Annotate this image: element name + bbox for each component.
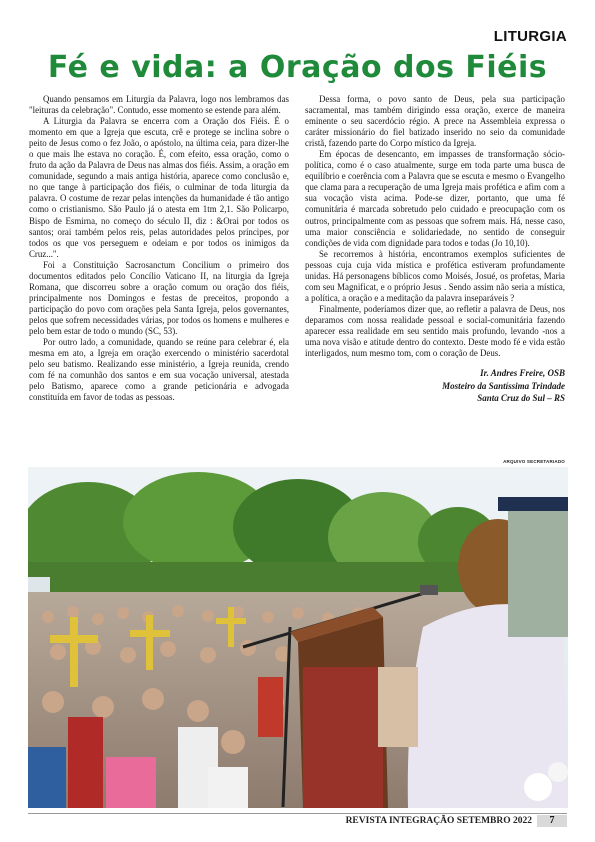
author-affiliation: Mosteiro da Santíssima Trindade — [442, 380, 565, 391]
paragraph: Quando pensamos em Liturgia da Palavra, logo nos lembramos das "leituras da celebração". Contudo, esse momento se estende para além. — [29, 94, 289, 116]
paragraph: Foi a Constituição Sacrosanctum Concilium o primeiro dos documentos editados pelo Concílio Vaticano II, na liturgia da Igreja Romana, que discorreu sobre a oração comum ou oração dos fiéis, principalmente nos Domingos e festas de preceitos, propondo a participação do povo com orações pela Santa Igreja, pelos governantes, pelos que sofrem necessidades várias, por todos os homens e mulheres e pelo bem estar de todo o mundo (SC, 53). — [29, 259, 289, 336]
event-photo — [28, 467, 568, 808]
paragraph: Dessa forma, o povo santo de Deus, pela sua participação sacramental, mas também dirigindo essa oração, exerce de maneira eminente o seu sacerdócio régio. A prece na Assembleia expressa o caráter missionário do fiel batizado inserido no seio da comunidade cristã, fazendo parte do Corpo místico da Igreja. — [305, 94, 565, 149]
paragraph: Em épocas de desencanto, em impasses de transformação sócio-política, como é o caso atualmente, surge em toda parte uma busca de equilíbrio e coerência com a Palavra que se escuta e mesmo o Evangelho que clama para a recuperação de uma Igreja mais profética e afim com a sua vocação vista acima. Pode-se dizer, portanto, que uma fé comunitária é marcada sobretudo pelo cuidado e preocupação com os outros, principalmente com as pessoas que sofrem mais. Há, nesse caso, uma maior consciência e solidariedade, no sentido de conseguir condições de vida com dignidade para todos e todas (Jo 10,10). — [305, 149, 565, 248]
crowd-scene-illustration — [28, 467, 568, 808]
article-title: Fé e vida: a Oração dos Fiéis — [47, 50, 548, 85]
author-signature — [305, 367, 565, 405]
photo-credit: ARQUIVO SECRETARIADO — [503, 459, 565, 464]
article-column-right — [305, 94, 565, 405]
section-label: LITURGIA — [493, 28, 567, 45]
paragraph: Por outro lado, a comunidade, quando se reúne para celebrar é, ela mesma em ato, a Igreja em oração exercendo o ministério sacerdotal pelo seu batismo. Realizando esse ministério, a Igreja reunida, crendo com fé na comunhão dos santos e em sua vocação universal, atestada pelo Batismo, aparece como a grande peticionária e advogada constituída em favor de todas as pessoas. — [29, 337, 289, 403]
author-location: Santa Cruz do Sul – RS — [477, 393, 565, 404]
paragraph: A Liturgia da Palavra se encerra com a Oração dos Fiéis. É o momento em que a Igreja que escuta, crê e protege se inclina sobre o peito de Jesus como o fez João, o apóstolo, na última ceia, para dizer-lhe o que mais lhe estava no coração. É, com efeito, essa oração, como o fruto da ação da Palavra de Deus nas almas dos fiéis. Assim, a oração em comunidade, segundo a mais antiga história, aparece como conclusão e, no que tange à participação dos fiéis, o culminar de toda liturgia da palavra. O costume de rezar pelas intenções da humanidade é tão antigo como o cristianismo. São Paulo já o atesta em 1tm 2,1. São Policarpo, Bispo de Esmirna, no começo do século II, diz : &Orai por todos os santos; orai também pelos reis, pelas autoridades pelos príncipes, por todos os que vos perseguem e odeiam e por todos os inimigos da Cruz...". — [29, 116, 289, 259]
paragraph: Se recorremos à história, encontramos exemplos suficientes de pessoas cuja cuja vida mística e profética estiveram profundamente unidas. Há personagens bíblicos como Moisés, Josué, os profetas, Maria com seu Magnificat, e o próprio Jesus . Sendo assim não seria a mística, a política, a oração e a meditação da palavra inseparáveis ? — [305, 248, 565, 303]
page-number: 7 — [537, 815, 567, 827]
article-column-left — [29, 94, 289, 403]
footer-divider — [28, 813, 567, 814]
footer-magazine: REVISTA INTEGRAÇÃO SETEMBRO 2022 — [345, 816, 532, 826]
author-name: Ir. Andres Freire, OSB — [480, 368, 565, 379]
paragraph: Finalmente, poderíamos dizer que, ao refletir a palavra de Deus, nos deparamos com nossa realidade pessoal e social-comunitária fazendo aparecer essa realidade em seu sentido mais profundo, levando -nos a uma nova visão e atitude dentro do contexto. Deste modo fé e vida estão interligados, num mesmo tom, com o coração de Deus. — [305, 303, 565, 359]
